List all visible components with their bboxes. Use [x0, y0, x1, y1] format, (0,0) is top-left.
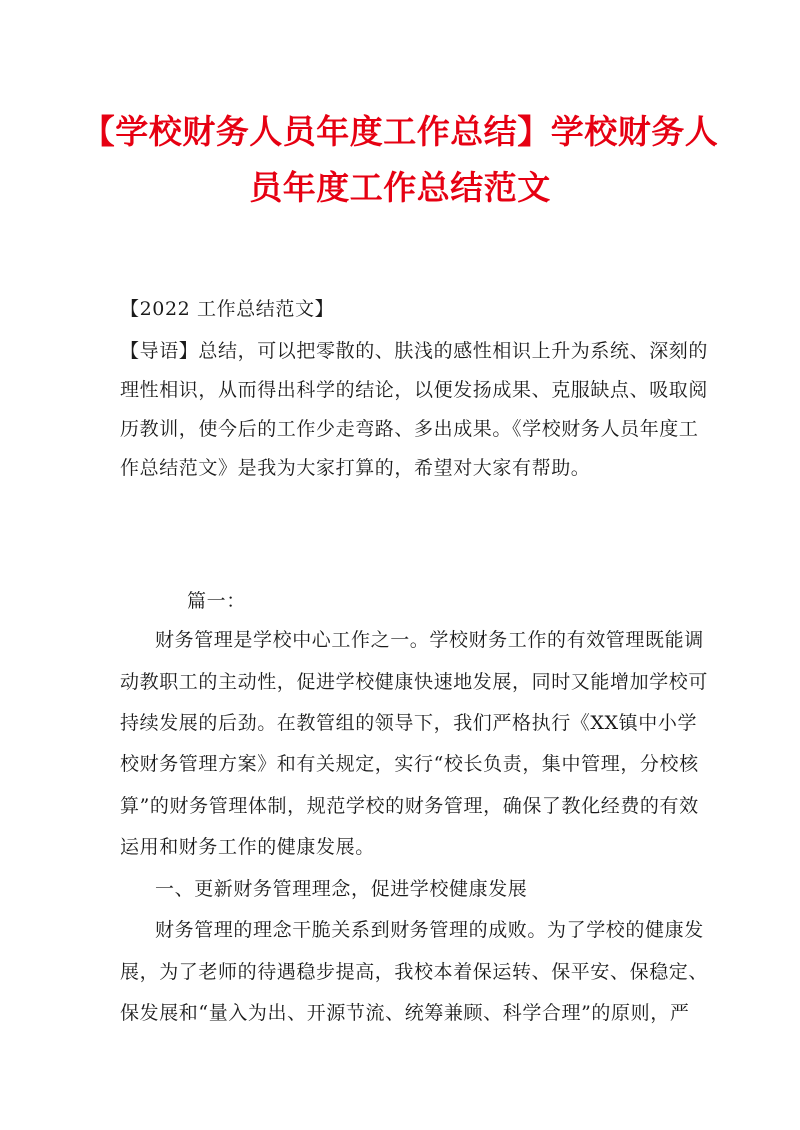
section-label: 篇一：: [187, 590, 246, 612]
section-heading: 一、更新财务管理理念，促进学校健康发展: [155, 878, 528, 900]
paragraph-line: 运用和财务工作的健康发展。: [120, 836, 375, 858]
paragraph-line: 财务管理的理念干脆关系到财务管理的成败。为了学校的健康发: [155, 919, 704, 941]
paragraph-line: 动教职工的主动性，促进学校健康快速地发展，同时又能增加学校可: [120, 671, 709, 693]
intro-line: 作总结范文》是我为大家打算的，希望对大家有帮助。: [120, 457, 591, 479]
paragraph-line: 校财务管理方案》和有关规定，实行“校长负责，集中管理，分校核: [120, 753, 699, 775]
paragraph-line: 持续发展的后劲。在教管组的领导下，我们严格执行《XX镇中小学: [120, 712, 698, 734]
paragraph-line: 展，为了老师的待遇稳步提高，我校本着保运转、保平安、保稳定、: [120, 961, 709, 983]
summary-tag: 【2022 工作总结范文】: [120, 298, 335, 320]
intro-line: 【导语】总结，可以把零散的、肤浅的感性相识上升为系统、深刻的: [120, 340, 709, 362]
paragraph-line: 保发展和“量入为出、开源节流、统筹兼顾、科学合理”的原则，严: [120, 1002, 690, 1024]
paragraph-line: 财务管理是学校中心工作之一。学校财务工作的有效管理既能调: [155, 629, 704, 651]
paragraph-line: 算”的财务管理体制，规范学校的财务管理，确保了教化经费的有效: [120, 795, 699, 817]
document-title-line-1: 【学校财务人员年度工作总结】学校财务人: [81, 112, 719, 151]
intro-line: 理性相识，从而得出科学的结论，以便发扬成果、克服缺点、吸取阅: [120, 379, 709, 401]
intro-line: 历教训，使今后的工作少走弯路、多出成果。《学校财务人员年度工: [120, 418, 699, 440]
document-title-line-2: 员年度工作总结范文: [249, 168, 551, 207]
